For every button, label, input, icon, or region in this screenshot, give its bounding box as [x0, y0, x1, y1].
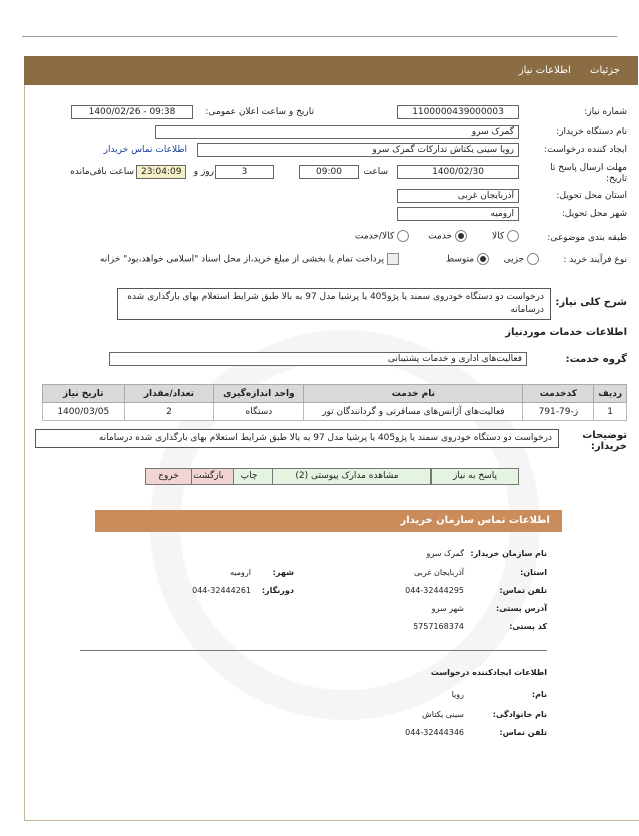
- attachments-button[interactable]: مشاهده مدارک پیوستی (2): [263, 468, 431, 485]
- contact-divider: [80, 650, 547, 651]
- contact-province-value: آذربایجان غربی: [413, 568, 464, 577]
- category-option-service[interactable]: خدمت: [428, 230, 467, 242]
- buyer-notes-label: توضیحات خریدار:: [582, 430, 627, 452]
- need-number-label: شماره نیاز:: [584, 107, 627, 117]
- contact-title-bar: [95, 510, 562, 532]
- cell-name: فعالیت‌های آژانس‌های مسافرتی و گردانندگان تور: [304, 403, 523, 421]
- services-table: [42, 384, 627, 421]
- contact-phone-label: تلفن تماس:: [499, 586, 547, 595]
- contact-city-value: ارومیه: [230, 568, 251, 577]
- contact-city-label: شهر:: [272, 568, 294, 577]
- postal-label: کد پستی:: [509, 622, 547, 631]
- summary-label: شرح کلی نیاز:: [555, 297, 627, 308]
- city-field: ارومیه: [397, 207, 519, 221]
- payment-note: پرداخت تمام یا بخشی از مبلغ خرید،از محل اسناد "اسلامی خواهد،بود" خزانه: [99, 254, 385, 265]
- cell-qty: 2: [124, 403, 214, 421]
- buyer-contact-link[interactable]: اطلاعات تماس خریدار: [103, 145, 187, 155]
- header-bar: [24, 56, 638, 85]
- radio-goods-service[interactable]: [397, 230, 409, 242]
- radio-medium[interactable]: [477, 253, 489, 265]
- contact-fax-label: دورنگار:: [261, 586, 294, 595]
- category-option-goods[interactable]: کالا: [492, 230, 519, 242]
- buyer-label: نام دستگاه خریدار:: [556, 127, 627, 137]
- contact-province-label: استان:: [520, 568, 547, 577]
- process-label: نوع فرآیند خرید :: [563, 255, 627, 265]
- service-group-label: گروه خدمت:: [565, 354, 627, 365]
- col-index: ردیف: [594, 385, 627, 403]
- exit-button[interactable]: خروج: [145, 468, 192, 485]
- contact-fax-value: 044-32444261: [192, 586, 251, 595]
- col-code: کدخدمت: [523, 385, 594, 403]
- category-label: طبقه بندی موضوعی:: [547, 233, 627, 243]
- creator-name-label: نام:: [531, 690, 547, 699]
- buyer-field: گمرک سرو: [155, 125, 519, 139]
- reply-button[interactable]: پاسخ به نیاز: [431, 468, 519, 485]
- tab-need-info[interactable]: اطلاعات نیاز: [518, 65, 571, 76]
- back-button[interactable]: بازگشت: [183, 468, 234, 485]
- category-option-both[interactable]: کالا/خدمت: [355, 230, 409, 242]
- service-group-field: فعالیت‌های اداری و خدمات پشتیبانی: [109, 352, 527, 366]
- contact-phone-value: 044-32444295: [405, 586, 464, 595]
- table-row: [43, 403, 627, 421]
- payment-checkbox-row[interactable]: [100, 253, 399, 265]
- summary-text: درخواست دو دستگاه خودروی سمند یا پژو405 یا پرشیا مدل 97 به بالا طبق شرایط استعلام بهای بارگذاری شده درسامانه: [117, 288, 551, 320]
- creator-name-value: رویا: [451, 690, 464, 699]
- deadline-label: مهلت ارسال پاسخ تا تاریخ:: [550, 163, 627, 184]
- address-label: آدرس پستی:: [496, 604, 547, 613]
- radio-goods[interactable]: [507, 230, 519, 242]
- remaining-time-field: 23:04:09: [136, 165, 186, 179]
- creator-phone-value: 044-32444346: [405, 728, 464, 737]
- cell-date: 1400/03/05: [43, 403, 125, 421]
- org-label: نام سازمان خریدار:: [470, 549, 547, 558]
- process-option-medium[interactable]: متوسط: [446, 253, 489, 265]
- creator-label: ایجاد کننده درخواست:: [544, 145, 627, 155]
- col-unit: واحد اندازه‌گیری: [214, 385, 304, 403]
- creator-family-value: سینی یکتاش: [421, 710, 464, 719]
- time-label: ساعت: [363, 167, 388, 177]
- days-field: 3: [215, 165, 274, 179]
- radio-minor[interactable]: [527, 253, 539, 265]
- need-number-field: 1100000439000003: [397, 105, 519, 119]
- announce-label: تاریخ و ساعت اعلان عمومی:: [205, 107, 314, 117]
- col-qty: تعداد/مقدار: [124, 385, 214, 403]
- days-label: روز و: [193, 167, 214, 177]
- buyer-notes-text: درخواست دو دستگاه خودروی سمند یا پژو405 یا پرشیا مدل 97 به بالا طبق شرایط استعلام بهای بارگذاری شده درسامانه: [35, 429, 559, 448]
- postal-value: 5757168374: [413, 622, 464, 631]
- cell-code: ز-79-791: [523, 403, 594, 421]
- address-value: شهر سرو: [431, 604, 464, 613]
- radio-service[interactable]: [455, 230, 467, 242]
- creator-field: رویا سینی یکتاش تدارکات گمرک سرو: [197, 143, 519, 157]
- province-label: استان محل تحویل:: [556, 191, 627, 201]
- process-option-minor[interactable]: جزیی: [504, 253, 539, 265]
- table-header-row: [43, 385, 627, 403]
- top-divider: [22, 36, 617, 37]
- col-date: تاریخ نیاز: [43, 385, 125, 403]
- city-label: شهر محل تحویل:: [561, 209, 627, 219]
- creator-phone-label: تلفن تماس:: [499, 728, 547, 737]
- payment-checkbox[interactable]: [387, 253, 399, 265]
- tab-details[interactable]: جزئیات: [590, 65, 620, 76]
- services-title: اطلاعات خدمات موردنیاز: [505, 327, 627, 338]
- creator-family-label: نام خانوادگی:: [492, 710, 547, 719]
- deadline-time-field: 09:00: [299, 165, 359, 179]
- province-field: آذربایجان غربی: [397, 189, 519, 203]
- cell-unit: دستگاه: [214, 403, 304, 421]
- announce-field: 1400/02/26 - 09:38: [71, 105, 193, 119]
- col-name: نام خدمت: [304, 385, 523, 403]
- creator-info-title: اطلاعات ایجادکننده درخواست: [430, 668, 547, 677]
- contact-title: اطلاعات تماس سازمان خریدار: [400, 515, 550, 526]
- deadline-date-field: 1400/02/30: [397, 165, 519, 179]
- org-value: گمرک سرو: [426, 549, 464, 558]
- remaining-label: ساعت باقی‌مانده: [70, 167, 134, 177]
- print-button[interactable]: چاپ: [225, 468, 273, 485]
- cell-index: 1: [594, 403, 627, 421]
